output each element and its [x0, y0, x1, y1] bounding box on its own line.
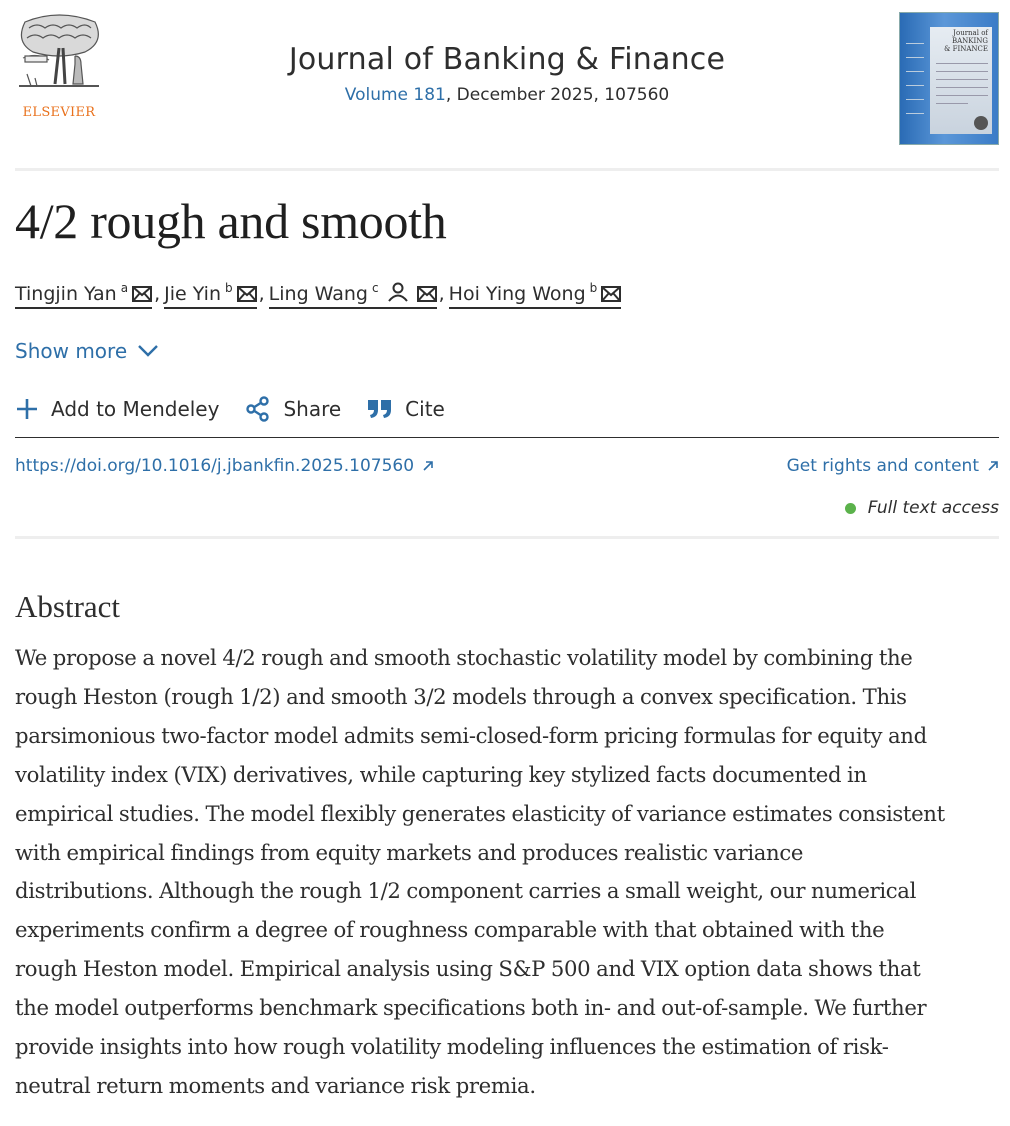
author-name: Hoi Ying Wong	[448, 283, 586, 305]
affiliation-marker: b	[225, 281, 233, 295]
article-title: 4/2 rough and smooth	[15, 193, 447, 249]
cover-line	[936, 79, 988, 80]
author-separator: ,	[154, 283, 161, 305]
abstract-line: rough Heston model. Empirical analysis using S&P 500 and VIX option data shows that	[15, 956, 921, 982]
journal-issue	[15, 85, 999, 105]
affiliation-marker: a	[120, 281, 129, 295]
journal-cover-image[interactable]	[899, 12, 999, 145]
access-status	[15, 498, 999, 518]
cover-seal-icon	[974, 116, 988, 130]
abstract-line: We propose a novel 4/2 rough and smooth stochastic volatility model by combining the	[15, 645, 913, 670]
abstract-line: experiments confirm a degree of roughness comparable with that obtained with the	[15, 917, 885, 943]
rights-text: Get rights and content	[786, 456, 979, 476]
cover-title	[944, 29, 988, 53]
author-separator: ,	[258, 283, 265, 305]
mail-icon	[417, 286, 437, 302]
abstract-line: with empirical findings from equity markets and produces realistic variance	[15, 839, 804, 865]
abstract-line: rough Heston (rough 1/2) and smooth 3/2 models through a convex specification. This	[15, 683, 907, 709]
chevron-down-icon	[137, 344, 159, 358]
doi-text: https://doi.org/10.1016/j.jbankfin.2025.107560	[15, 456, 415, 476]
issue-info: , December 2025, 107560	[445, 85, 670, 105]
article-page	[15, 0, 999, 1106]
abstract-line: parsimonious two-factor model admits semi-closed-form pricing formulas for equity and	[15, 722, 927, 748]
rights-link[interactable]	[787, 456, 999, 476]
add-to-mendeley-button[interactable]	[15, 397, 219, 421]
cover-line	[936, 63, 988, 64]
journal-header	[15, 0, 999, 168]
cover-title-line: Journal of	[953, 29, 988, 37]
doi-link[interactable]	[15, 456, 434, 476]
share-button[interactable]	[245, 396, 341, 422]
journal-info	[15, 42, 999, 105]
affiliation-marker: b	[589, 281, 598, 295]
cover-title-line: & FINANCE	[944, 45, 988, 53]
cover-line	[936, 103, 968, 104]
cover-line	[906, 43, 924, 44]
affiliation-marker: c	[372, 281, 379, 295]
abstract-line: empirical studies. The model flexibly generates elasticity of variance estimates consistent	[15, 800, 945, 826]
abstract-line: the model outperforms benchmark specifications both in- and out-of-sample. We further	[15, 995, 927, 1021]
cover-line	[936, 71, 988, 72]
author-separator: ,	[438, 283, 445, 305]
volume-link[interactable]: Volume 181	[344, 85, 446, 105]
author-list	[15, 277, 999, 309]
cover-line	[906, 57, 924, 58]
cover-line	[906, 85, 924, 86]
author-name: Tingjin Yan	[15, 283, 117, 305]
article-links	[15, 456, 999, 476]
author-link[interactable]	[269, 277, 437, 309]
abstract-line: volatility index (VIX) derivatives, while capturing key stylized facts documented in	[15, 761, 867, 787]
cover-line	[936, 87, 988, 88]
access-label: Full text access	[867, 498, 999, 518]
author-link[interactable]	[15, 277, 152, 309]
action-label: Add to Mendeley	[51, 397, 220, 421]
arrow-up-right-icon	[422, 460, 434, 472]
arrow-up-right-icon	[987, 460, 999, 472]
cover-title-line: BANKING	[951, 37, 988, 45]
cite-button[interactable]	[367, 397, 445, 421]
status-dot-icon	[845, 503, 856, 514]
divider	[15, 168, 999, 171]
abstract-line: neutral return moments and variance risk premia.	[15, 1072, 536, 1098]
person-icon	[387, 282, 409, 302]
abstract-heading: Abstract	[15, 589, 121, 624]
divider	[15, 536, 999, 539]
plus-icon	[15, 397, 39, 421]
abstract-line: provide insights into how rough volatility modeling influences the estimation of risk-	[15, 1034, 889, 1060]
action-label: Cite	[405, 397, 445, 421]
quote-icon	[367, 398, 393, 420]
cover-line	[906, 71, 924, 72]
author-link[interactable]	[164, 277, 257, 309]
show-more-button[interactable]	[15, 339, 999, 363]
mail-icon	[132, 286, 152, 302]
abstract-text	[15, 639, 999, 1106]
show-more-label: Show more	[15, 339, 128, 363]
share-icon	[245, 396, 271, 422]
abstract-line: distributions. Although the rough 1/2 component carries a small weight, our numerical	[15, 878, 916, 904]
divider	[15, 437, 999, 438]
article-actions	[15, 391, 999, 427]
author-link[interactable]	[449, 277, 622, 309]
cover-line	[906, 113, 924, 114]
cover-line	[936, 95, 988, 96]
author-name: Jie Yin	[164, 283, 221, 305]
action-label: Share	[283, 397, 342, 421]
mail-icon	[237, 286, 257, 302]
cover-line	[906, 99, 924, 100]
journal-title[interactable]: Journal of Banking & Finance	[288, 42, 726, 77]
mail-icon	[601, 286, 621, 302]
elsevier-wordmark: ELSEVIER	[22, 105, 96, 120]
author-name: Ling Wang	[268, 283, 368, 305]
